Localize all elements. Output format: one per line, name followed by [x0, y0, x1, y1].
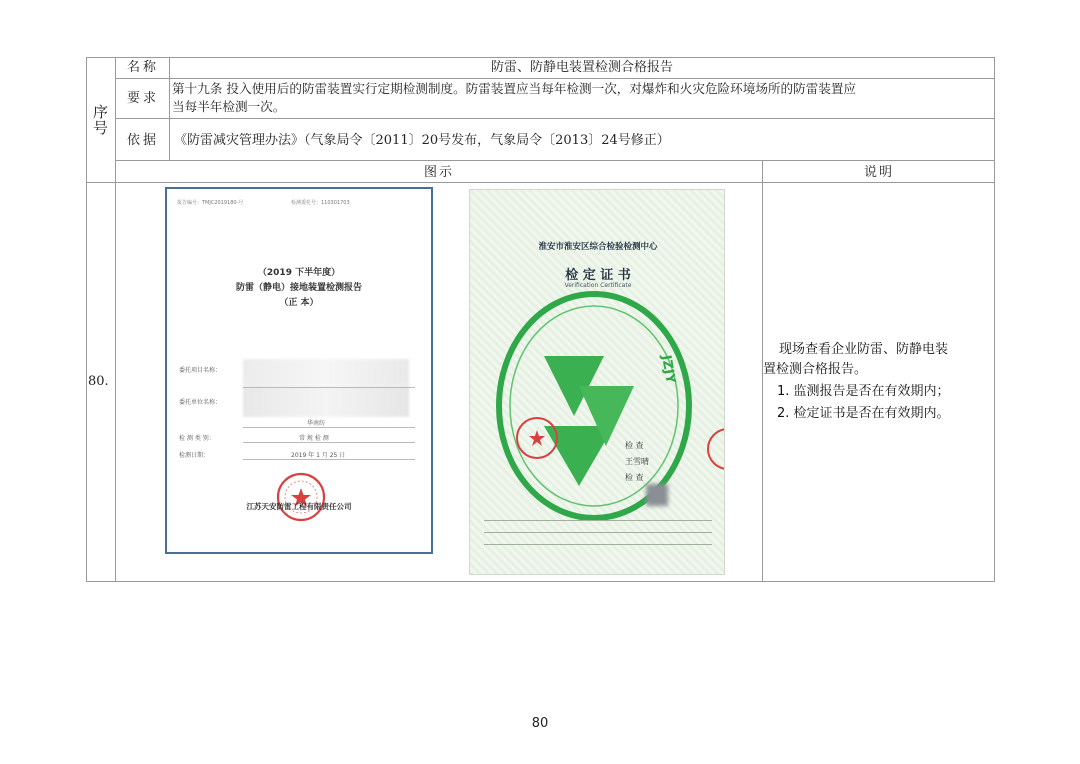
report-date-value: 2019 年 1 月 25 日	[291, 452, 346, 459]
sequence-header: 序号	[91, 103, 109, 136]
report-number: 报告编号：TMJC2019180-号	[177, 200, 244, 206]
report-commission: 检测委托号：110301703	[291, 200, 350, 206]
inspection-report-image	[165, 187, 433, 554]
name-value: 防雷、防静电装置检测合格报告	[490, 60, 673, 75]
page-number: 80	[531, 716, 549, 731]
cert-sign-2: 王雪晴	[625, 457, 649, 466]
explanation-item-1: 1. 监测报告是否在有效期内；	[777, 384, 950, 399]
blurred-qr-code	[646, 484, 668, 506]
name-label: 名称	[126, 60, 159, 75]
cert-seal-stamp-left	[514, 415, 560, 461]
report-title-sub: （正 本）	[279, 298, 319, 308]
report-category-label: 检 测 类 别：	[179, 435, 215, 442]
report-title-main: 防雷（静电）接地装置检测报告	[235, 283, 362, 293]
note-header: 说明	[863, 165, 894, 180]
explanation-item-2: 2. 检定证书是否在有效期内。	[777, 406, 950, 421]
requirement-value	[172, 80, 994, 116]
report-field-client: 委托单位名称：	[179, 399, 222, 406]
requirement-line-2: 当每半年检测一次。	[172, 99, 286, 114]
cert-title: 检 定 证 书	[565, 268, 631, 283]
basis-label: 依据	[126, 133, 159, 148]
requirement-label: 要求	[126, 91, 159, 106]
explanation-intro-2: 置检测合格报告。	[763, 362, 868, 377]
blurred-client-name	[243, 385, 409, 417]
basis-value: 《防雷减灾管理办法》（气象局令〔2011〕20号发布，气象局令〔2013〕24号修正）	[174, 133, 670, 148]
cert-subtitle: Verification Certificate	[564, 282, 632, 289]
company-seal-stamp	[275, 471, 327, 523]
row-number: 80.	[88, 374, 109, 389]
requirement-line-1: 第十九条 投入使用后的防雷装置实行定期检测制度。防雷装置应当每年检测一次，对爆炸和火灾危险环境场所的防雷装置应	[172, 81, 857, 96]
cert-sign-3: 检 查	[625, 473, 644, 482]
report-category-value: 常 规 检 测	[299, 435, 329, 442]
figure-header: 图示	[423, 165, 454, 180]
cert-watermark-text: JZJY	[658, 354, 678, 385]
cert-sign-1: 检 查	[625, 441, 644, 450]
cert-green-emblem	[484, 286, 704, 526]
report-company: 江苏天安防雷工程有限责任公司	[246, 502, 352, 511]
explanation-intro-1: 现场查看企业防雷、防静电装	[779, 342, 949, 357]
verification-certificate-image	[469, 189, 725, 575]
report-field-value: 华南纺	[307, 420, 326, 427]
cert-org: 淮安市淮安区综合检验检测中心	[538, 242, 658, 252]
report-date-label: 检测日期：	[179, 452, 210, 459]
report-field-project: 委托项目名称：	[179, 367, 222, 374]
cert-seal-stamp-right	[706, 426, 725, 472]
report-title-year: （2019 下半年度）	[257, 268, 341, 278]
explanation-block	[763, 340, 995, 424]
blurred-project-name	[243, 359, 409, 385]
